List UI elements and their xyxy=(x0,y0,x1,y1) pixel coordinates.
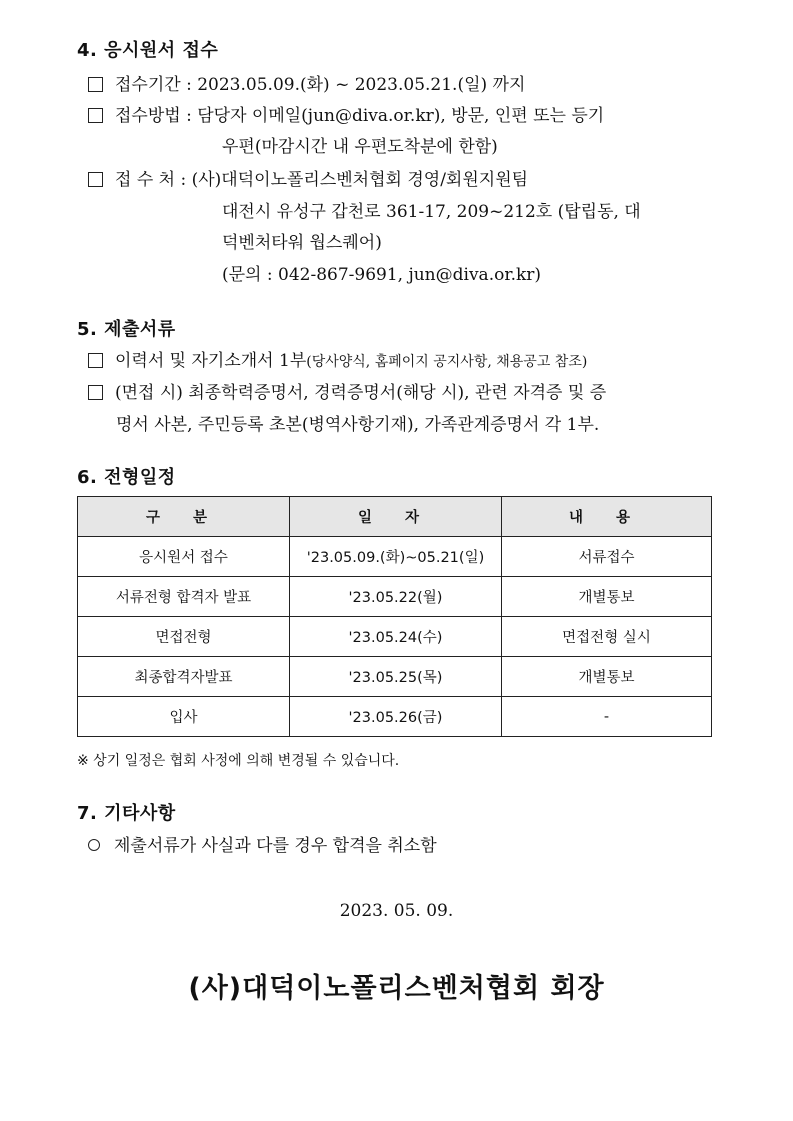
section-4-title: 4. 응시원서 접수 xyxy=(77,40,219,61)
docs-item2 xyxy=(88,378,606,403)
table-header-row xyxy=(78,497,712,537)
cell-date: '23.05.26(금) xyxy=(290,697,502,737)
place-label: 접 수 처 : xyxy=(115,170,187,190)
docs-item2-line2: 명서 사본, 주민등록 초본(병역사항기재), 가족관계증명서 각 1부. xyxy=(116,415,600,435)
table-row xyxy=(78,537,712,577)
docs-item1 xyxy=(88,346,587,371)
period-label: 접수기간 : xyxy=(115,75,192,95)
cell-content: 개별통보 xyxy=(502,577,712,617)
place-line4: (문의 : 042-867-9691, jun@diva.or.kr) xyxy=(222,265,542,285)
place-line2: 대전시 유성구 갑천로 361-17, 209~212호 (탑립동, 대 xyxy=(222,202,641,222)
method-label: 접수방법 : xyxy=(115,106,192,126)
misc-item1-text: 제출서류가 사실과 다를 경우 합격을 취소함 xyxy=(114,836,437,856)
schedule-table xyxy=(77,496,712,737)
place-line3: 덕벤처타워 웝스퀘어) xyxy=(222,233,382,253)
method-row xyxy=(88,101,604,126)
period-row xyxy=(88,70,525,95)
schedule-note: ※ 상기 일정은 협회 사정에 의해 변경될 수 있습니다. xyxy=(77,753,400,769)
header-content: 내 용 xyxy=(502,497,712,537)
cell-category: 면접전형 xyxy=(78,617,290,657)
checkbox-square-icon xyxy=(88,108,103,123)
checkbox-square-icon xyxy=(88,353,103,368)
cell-content: - xyxy=(502,697,712,737)
docs-item1-note: (당사양식, 홈페이지 공지사항, 채용공고 참조) xyxy=(306,354,588,370)
cell-category: 서류전형 합격자 발표 xyxy=(78,577,290,617)
cell-date: '23.05.22(월) xyxy=(290,577,502,617)
cell-date: '23.05.25(목) xyxy=(290,657,502,697)
cell-category: 최종합격자발표 xyxy=(78,657,290,697)
document-date: 2023. 05. 09. xyxy=(339,901,454,921)
cell-date: '23.05.24(수) xyxy=(290,617,502,657)
header-category: 구 분 xyxy=(78,497,290,537)
table-row xyxy=(78,617,712,657)
method-line1: 담당자 이메일(jun@diva.or.kr), 방문, 인편 또는 등기 xyxy=(197,106,605,126)
cell-date: '23.05.09.(화)~05.21(일) xyxy=(290,537,502,577)
place-line1: (사)대덕이노폴리스벤처협회 경영/회원지원팀 xyxy=(191,170,529,190)
table-row xyxy=(78,697,712,737)
cell-content: 개별통보 xyxy=(502,657,712,697)
section-6-title: 6. 전형일정 xyxy=(77,467,176,488)
header-date: 일 자 xyxy=(290,497,502,537)
checkbox-square-icon xyxy=(88,172,103,187)
misc-item1 xyxy=(88,831,437,856)
place-row xyxy=(88,165,528,190)
circle-bullet-icon xyxy=(88,839,100,851)
table-row xyxy=(78,657,712,697)
section-5-title: 5. 제출서류 xyxy=(77,319,176,340)
docs-item2-line1: (면접 시) 최종학력증명서, 경력증명서(해당 시), 관련 자격증 및 증 xyxy=(115,383,607,403)
cell-content: 서류접수 xyxy=(502,537,712,577)
cell-category: 응시원서 접수 xyxy=(78,537,290,577)
method-line2: 우편(마감시간 내 우편도착분에 한함) xyxy=(222,137,498,157)
checkbox-square-icon xyxy=(88,385,103,400)
signature-line: (사)대덕이노폴리스벤처협회 회장 xyxy=(188,973,605,1004)
docs-item1-main: 이력서 및 자기소개서 1부 xyxy=(115,351,307,371)
table-row xyxy=(78,577,712,617)
section-7-title: 7. 기타사항 xyxy=(77,803,176,824)
cell-category: 입사 xyxy=(78,697,290,737)
period-value: 2023.05.09.(화) ~ 2023.05.21.(일) 까지 xyxy=(197,75,526,95)
checkbox-square-icon xyxy=(88,77,103,92)
cell-content: 면접전형 실시 xyxy=(502,617,712,657)
